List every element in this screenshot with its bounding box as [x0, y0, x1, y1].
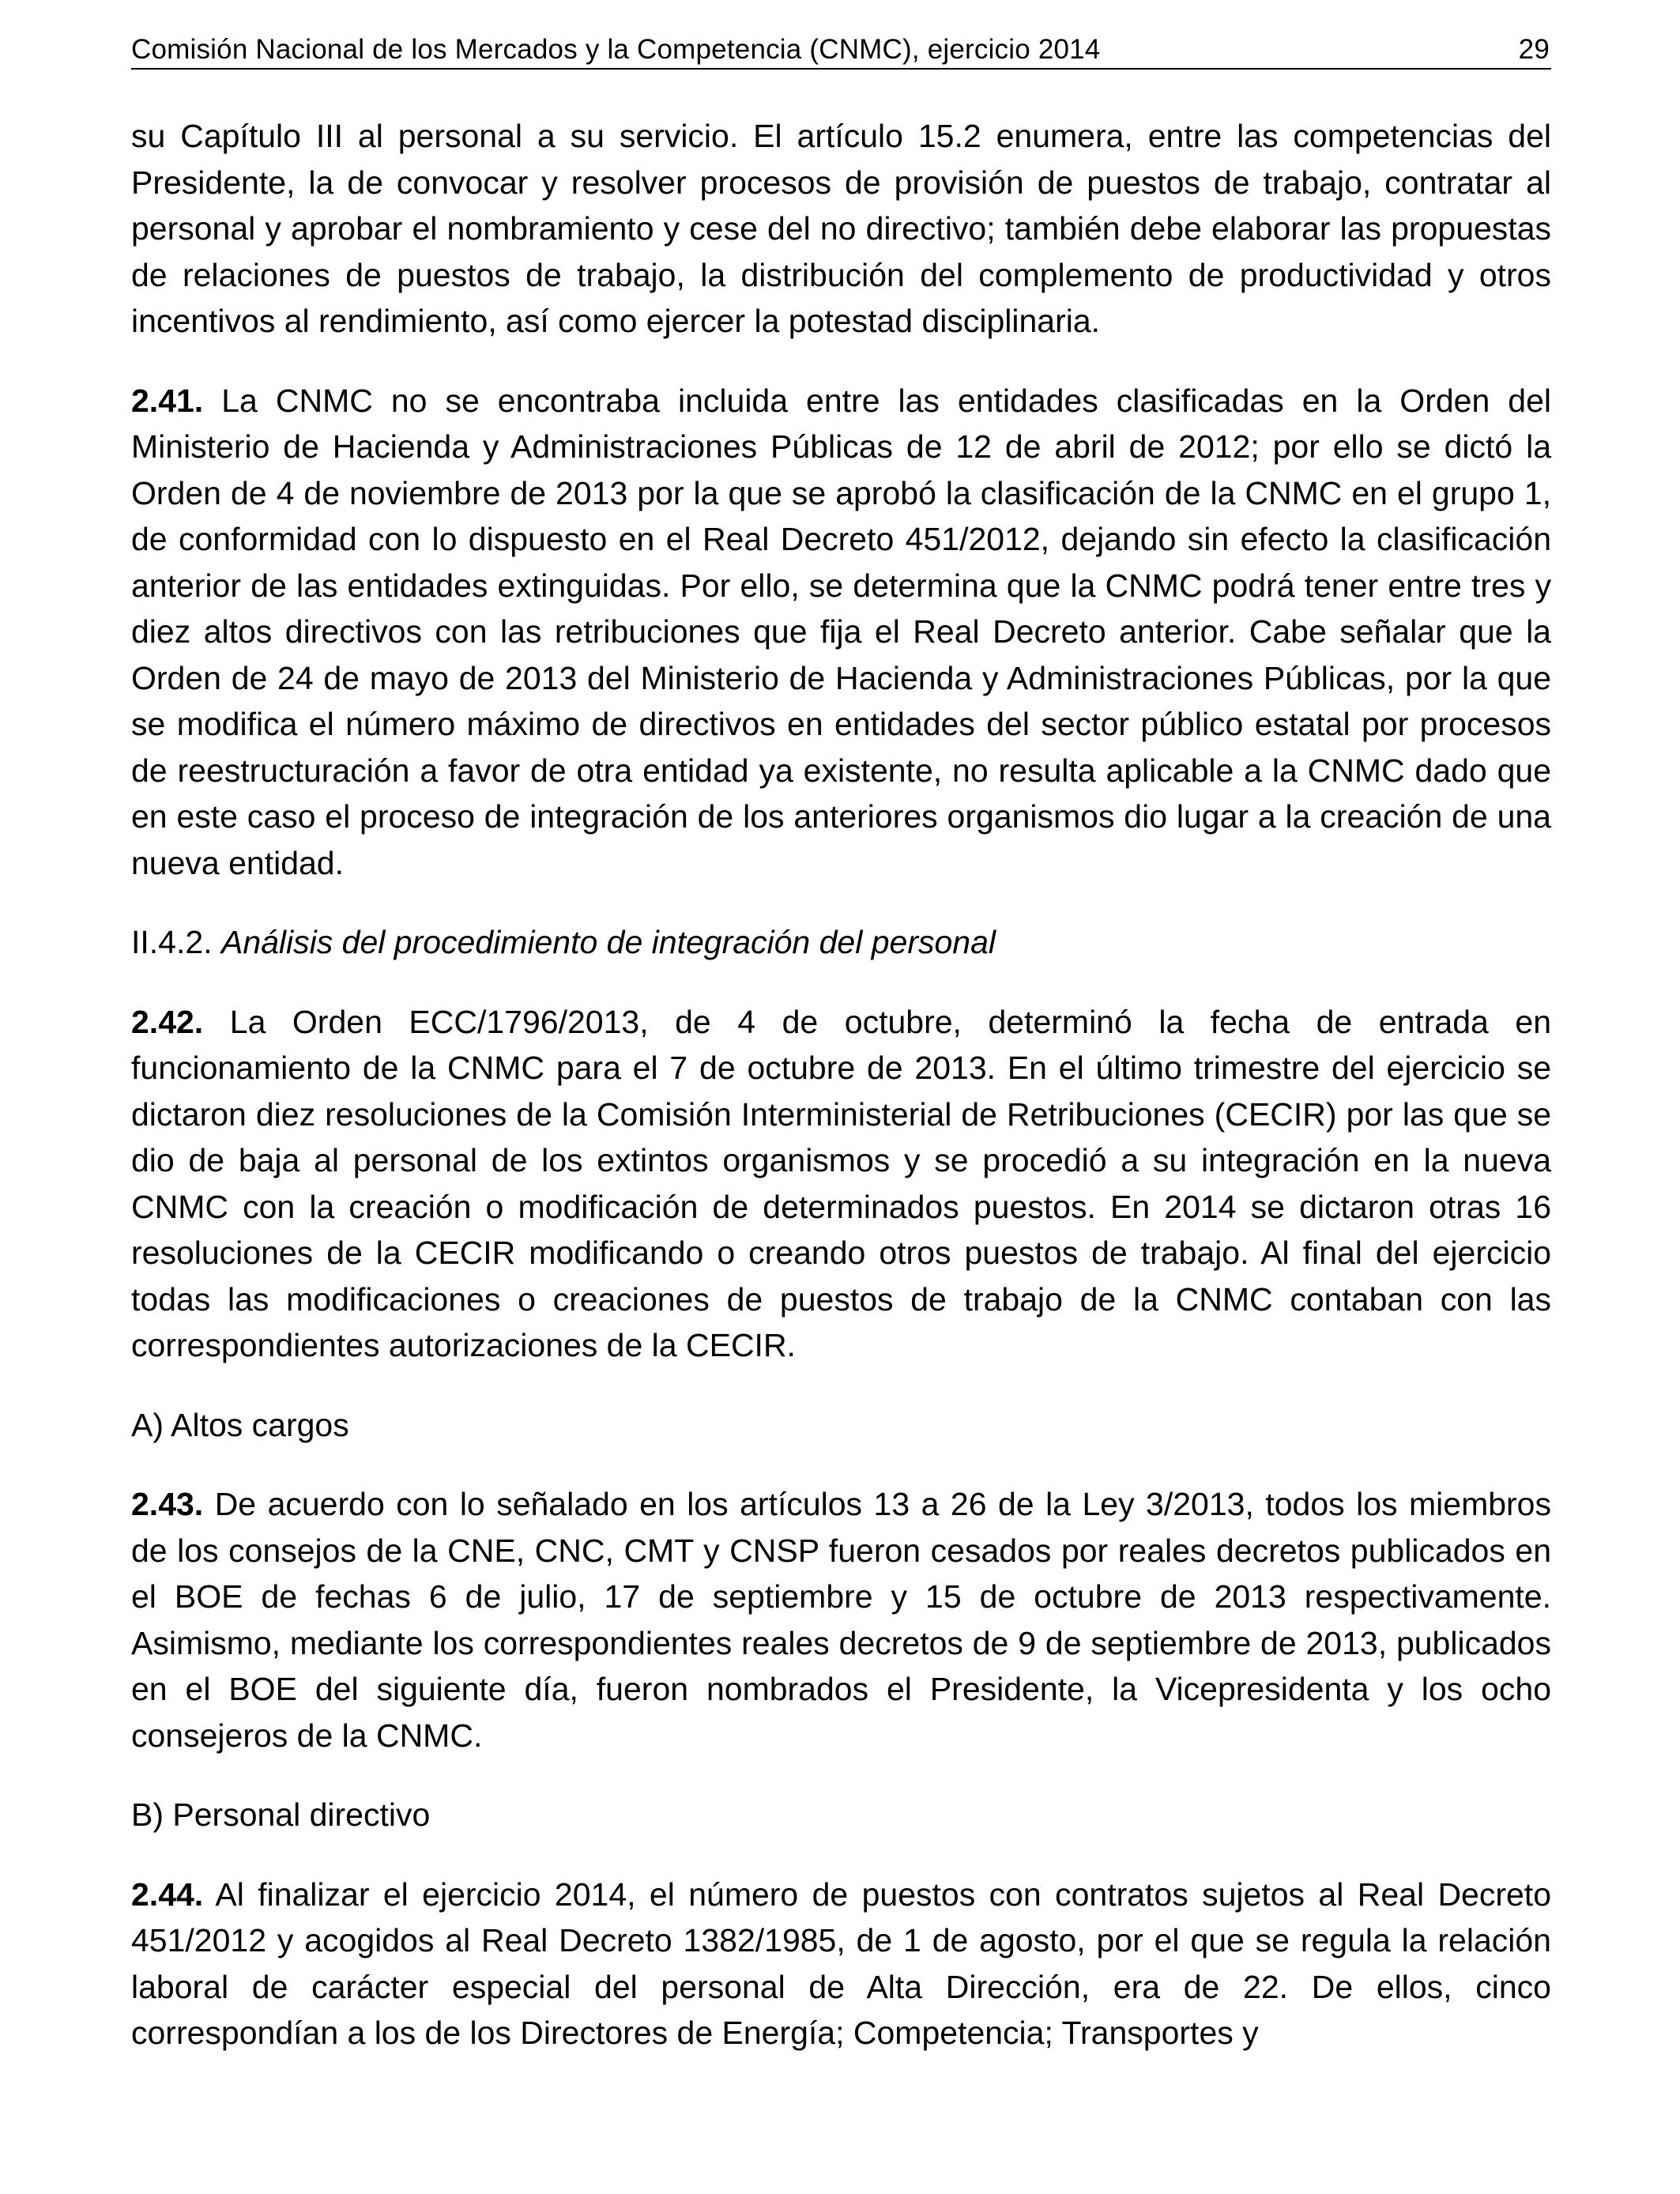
- paragraph-2-44: [131, 1872, 1551, 2056]
- paragraph-text: La CNMC no se encontraba incluida entre las entidades clasificadas en la Orden del Ministerio de Hacienda y Administraciones Públicas de 12 de abril de 2012; por ello se dictó la Orden de 4 de noviembre de 2013 por la que se aprobó la clasificación de la CNMC en el grupo 1, de conformidad con lo dispuesto en el Real Decreto 451/2012, dejando sin efecto la clasificación anterior de las entidades extinguidas. Por ello, se determina que la CNMC podrá tener entre tres y diez altos directivos con las retribuciones que fija el Real Decreto anterior. Cabe señalar que la Orden de 24 de mayo de 2013 del Ministerio de Hacienda y Administraciones Públicas, por la que se modifica el número máximo de directivos en entidades del sector público estatal por procesos de reestructuración a favor de otra entidad ya existente, no resulta aplicable a la CNMC dado que en este caso el proceso de integración de los anteriores organismos dio lugar a la creación de una nueva entidad.: [131, 382, 1551, 881]
- section-title: Análisis del procedimiento de integración del personal: [220, 924, 996, 960]
- section-heading: [131, 919, 1551, 966]
- paragraph-number: 2.43.: [131, 1486, 204, 1522]
- page-header: [131, 32, 1551, 70]
- paragraph-number: 2.41.: [131, 382, 204, 419]
- document-body: [131, 113, 1551, 2090]
- paragraph-number: 2.42.: [131, 1003, 204, 1040]
- subheading-altos-cargos: A) Altos cargos: [131, 1406, 349, 1443]
- paragraph-text: Al finalizar el ejercicio 2014, el número de puestos con contratos sujetos al Real Decreto 451/2012 y acogidos al Real Decreto 1382/1985, de 1 de agosto, por el que se regula la relación laboral de carácter especial del personal de Alta Dirección, era de 22. De ellos, cinco correspondían a los de los Directores de Energía; Competencia; Transportes y: [131, 1875, 1552, 2051]
- section-number: II.4.2.: [131, 924, 213, 960]
- paragraph-number: 2.44.: [131, 1875, 204, 1913]
- paragraph-text: La Orden ECC/1796/2013, de 4 de octubre, determinó la fecha de entrada en funcionamiento de la CNMC para el 7 de octubre de 2013. En el último trimestre del ejercicio se dictaron diez resoluciones de la Comisión Interministerial de Retribuciones (CECIR) por las que se dio de baja al personal de los extintos organismos y se procedió a su integración en la nueva CNMC con la creación o modificación de determinados puestos. En 2014 se dictaron otras 16 resoluciones de la CECIR modificando o creando otros puestos de trabajo. Al final del ejercicio todas las modificaciones o creaciones de puestos de trabajo de la CNMC contaban con las correspondientes autorizaciones de la CECIR.: [131, 1003, 1551, 1363]
- paragraph-2-43: [131, 1481, 1551, 1759]
- paragraph-2-42: [131, 999, 1551, 1369]
- subheading-personal-directivo: B) Personal directivo: [131, 1796, 431, 1833]
- header-title: Comisión Nacional de los Mercados y la Competencia (CNMC), ejercicio 2014: [131, 34, 1101, 65]
- page-number: 29: [1518, 34, 1550, 65]
- paragraph-text: De acuerdo con lo señalado en los artículos 13 a 26 de la Ley 3/2013, todos los miembros de los consejos de la CNE, CNC, CMT y CNSP fueron cesados por reales decretos publicados en el BOE de fechas 6 de julio, 17 de septiembre y 15 de octubre de 2013 respectivamente. Asimismo, mediante los correspondientes reales decretos de 9 de septiembre de 2013, publicados en el BOE del siguiente día, fueron nombrados el Presidente, la Vicepresidenta y los ocho consejeros de la CNMC.: [131, 1486, 1551, 1754]
- paragraph-continuation: su Capítulo III al personal a su servicio. El artículo 15.2 enumera, entre las competencias del Presidente, la de convocar y resolver procesos de provisión de puestos de trabajo, contratar al personal y aprobar el nombramiento y cese del no directivo; también debe elaborar las propuestas de relaciones de puestos de trabajo, la distribución del complemento de productividad y otros incentivos al rendimiento, así como ejercer la potestad disciplinaria.: [131, 118, 1551, 339]
- paragraph-2-41: [131, 378, 1551, 887]
